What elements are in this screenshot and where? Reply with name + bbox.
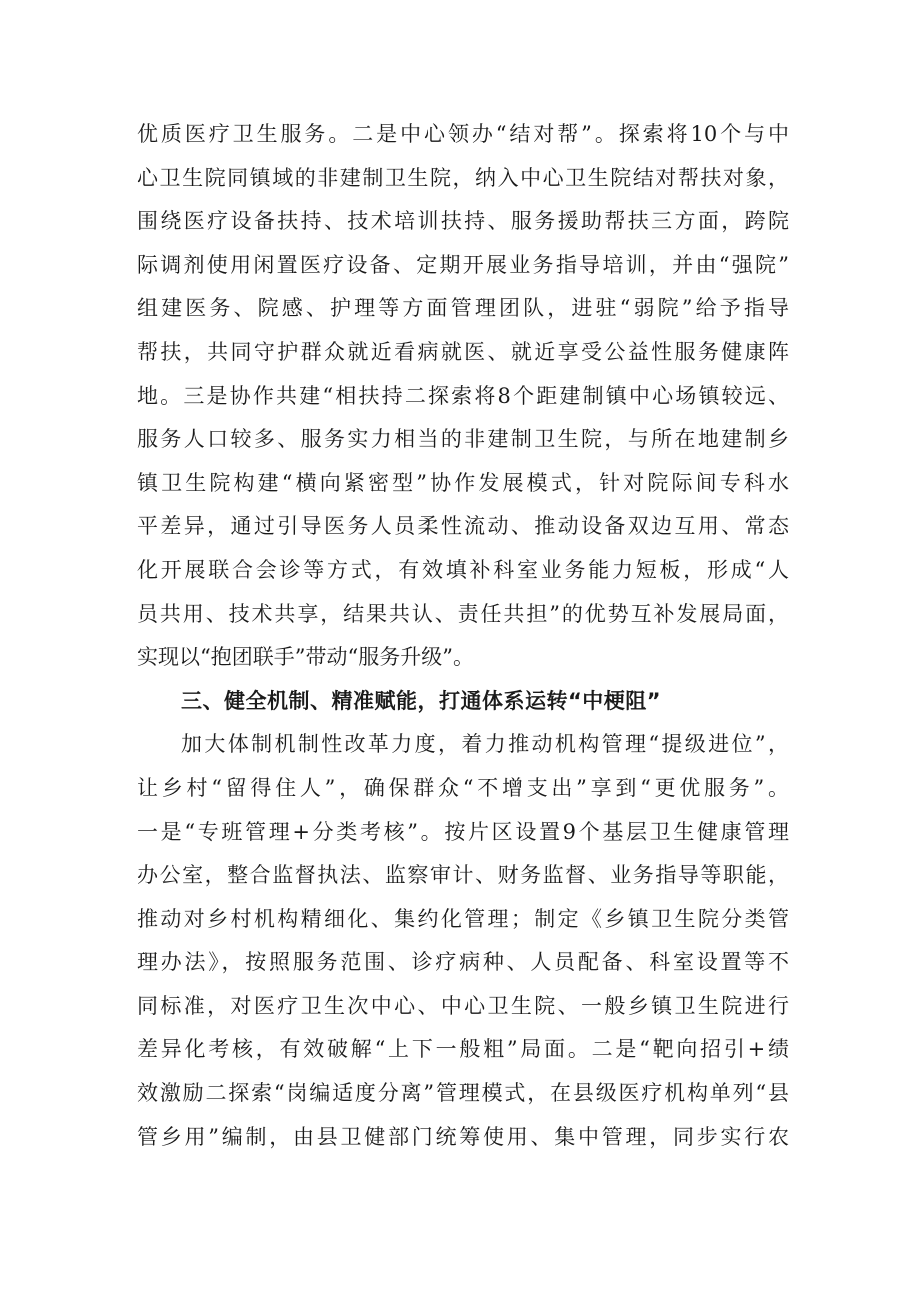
text-line: 理办法》，按照服务范围、诊疗病种、人员配备、科室设置等不 [137,950,789,975]
text-line: 让乡村“留得住人”，确保群众“不增支出”享到“更优服务”。 [137,775,789,800]
text-line: 镇卫生院构建“横向紧密型”协作发展模式，针对院际间专科水 [137,470,789,495]
text-line: 办公室，整合监督执法、监察审计、财务监督、业务指导等职能， [137,863,789,888]
text-line: 推动对乡村机构精细化、集约化管理；制定《乡镇卫生院分类管 [137,906,789,931]
text-line: 实现以“抱团联手”带动“服务升级”。 [137,645,474,670]
text-line: 心卫生院同镇域的非建制卫生院，纳入中心卫生院结对帮扶对象， [137,165,789,190]
text-line: 管乡用”编制，由县卫健部门统筹使用、集中管理，同步实行农 [137,1124,789,1149]
text-line: 化开展联合会诊等方式，有效填补科室业务能力短板，形成“人 [137,557,789,582]
text-line: 帮扶，共同守护群众就近看病就医、就近享受公益性服务健康阵 [137,339,789,364]
text-line: 差异化考核，有效破解“上下一般粗”局面。二是“靶向招引+绩 [137,1037,789,1062]
text-line: 平差异，通过引导医务人员柔性流动、推动设备双边互用、常态 [137,514,789,539]
text-line: 服务人口较多、服务实力相当的非建制卫生院，与所在地建制乡 [137,427,789,452]
document-body [137,113,789,1159]
paragraph-2 [137,723,789,1159]
text-line: 地。三是协作共建“相扶持二探索将8个距建制镇中心场镇较远、 [137,383,789,408]
section-heading: 三、健全机制、精准赋能，打通体系运转“中梗阻” [181,688,662,713]
text-line: 组建医务、院感、护理等方面管理团队，进驻“弱院”给予指导 [137,296,789,321]
text-line: 员共用、技术共享，结果共认、责任共担”的优势互补发展局面， [137,601,789,626]
paragraph-1 [137,113,789,680]
text-line: 加大体制机制性改革力度，着力推动机构管理“提级进位”， [181,732,789,757]
text-line: 一是“专班管理+分类考核”。按片区设置9个基层卫生健康管理 [137,819,789,844]
text-line: 优质医疗卫生服务。二是中心领办“结对帮”。探索将10个与中 [137,122,789,146]
text-line: 同标准，对医疗卫生次中心、中心卫生院、一般乡镇卫生院进行 [137,993,789,1018]
text-line: 效激励二探索“岗编适度分离”管理模式，在县级医疗机构单列“县 [137,1081,789,1106]
text-line: 际调剂使用闲置医疗设备、定期开展业务指导培训，并由“强院” [137,252,789,277]
text-line: 围绕医疗设备扶持、技术培训扶持、服务援助帮扶三方面，跨院 [137,209,789,234]
